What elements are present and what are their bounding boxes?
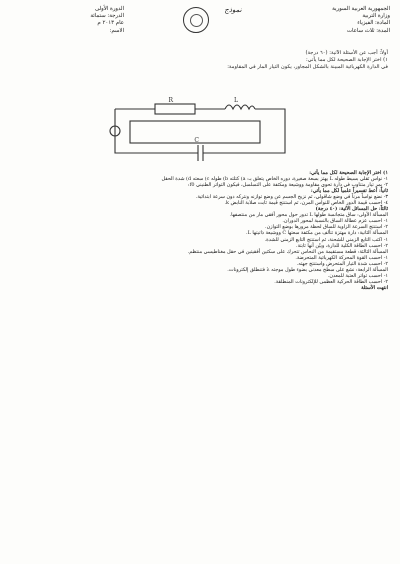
header-left-line: عام ٢٠١٣ م [97,20,124,27]
body-line: ٢- احسب الطاقة الحركية العظمى للإلكترونات المنطلقة. [274,278,388,285]
body-line: ٢- يمر تيار متناوب في دارة تحوي مقاومة ووشيعة ومكثفة على التسلسل، فيكون التواتر الطنيني f0: [187,182,388,189]
header-right-line: المادة: الفيزياء [357,20,390,27]
circuit-diagram [95,95,305,167]
header-left-block [14,6,124,35]
body-line: ١) اختر الإجابة الصحيحة لكل مما يأتي: [309,170,388,176]
circuit-wire [115,109,175,153]
intro-line: في الدارة الكهربائية المبينة بالشكل المجاور، يكون التيار المار في المقاومة: [227,64,388,70]
body-line: ٢- احسب الطاقة الكلية للدارة، وبيّن أنها ثابتة. [295,242,388,249]
capacitor-label: C [194,137,199,144]
intro-line: أولاً: أجب عن الأسئلة الآتية: (٦٠ درجة) [305,50,388,56]
body-line: انتهت الأسئلة [361,284,388,291]
body-line: المسألة الأولى: ساق متجانسة طولها L تدور حول محور أفقي مار من منتصفها. [229,212,388,219]
body-line: ١- احسب تواتر العتبة للمعدن. [327,272,388,279]
body-line: ١- نواس ثقلي بسيط طوله L يهتز بسعة صغيرة، دوره الخاص يتعلق بـ: a) كتلته b) طوله c) سعته d) شدة الحقل [161,176,388,183]
ministry-seal-icon [183,7,209,33]
body-line: ٣- نضع نواساً مرناً في وضع شاقولي، ثم نزيح الجسم عن وضع توازنه ونتركه دون سرعة ابتدائية. [195,194,388,201]
header-right-line: وزارة التربية [362,13,390,20]
inductor-label: L [234,97,238,104]
body-line: ٤- احسب قيمة الدور الخاص للنواس المرن، ثم استنتج قيمة ثابت صلابة النابض k. [224,200,388,207]
body-line: ثالثاً: حل المسائل الآتية: (٤٠ درجة) [315,206,388,213]
inductor-coil [225,105,255,109]
body-line: ٢- استنتج السرعة الزاوية للساق لحظة مرورها بوضع التوازن. [265,224,388,231]
resistor-label: R [168,97,173,104]
body-line: ٢- احسب شدة التيار المتحرض واستنتج جهته. [296,260,388,267]
body-line: ١- اكتب التابع الزمني للشحنة، ثم استنتج التابع الزمني للشدة. [264,236,388,243]
header-right-line: المدة: ثلاث ساعات [346,27,390,34]
body-line: ثانياً: أعط تفسيراً علمياً لكل مما يأتي: [310,188,388,195]
body-line: المسألة الثانية: دارة مهتزة تتألف من مكثفة سعتها C ووشيعة ذاتيتها L. [246,230,388,237]
circuit-wire [225,109,285,153]
intro-line: ١) اختر الإجابة الصحيحة لكل مما يأتي: [305,57,388,63]
header-left-line: الدورة الأولى [94,6,124,12]
body-line: المسألة الثالثة: قطعة مستقيمة من النحاس تتحرك على سكتين أفقيتين في حقل مغناطيسي منتظم. [187,248,388,255]
body-line: ١- احسب القوة المحركة الكهربائية المتحرضة. [295,254,388,261]
body-line: ١- احسب عزم عطالة الساق بالنسبة لمحور الدوران. [282,218,388,225]
body-line: المسألة الرابعة: نشع على سطح معدني بضوء طول موجته λ فتنطلق إلكترونات. [227,266,388,273]
model-stamp: نموذج [224,6,242,14]
resistor [155,104,195,114]
intro-block [12,50,388,71]
questions-body [10,170,388,291]
header-left-line: الدرجة: ستمائة [90,13,124,20]
header-right-block [260,6,390,35]
header-right-line: الجمهورية العربية السورية [332,6,390,12]
header-left-line: الاسم: [109,27,124,34]
